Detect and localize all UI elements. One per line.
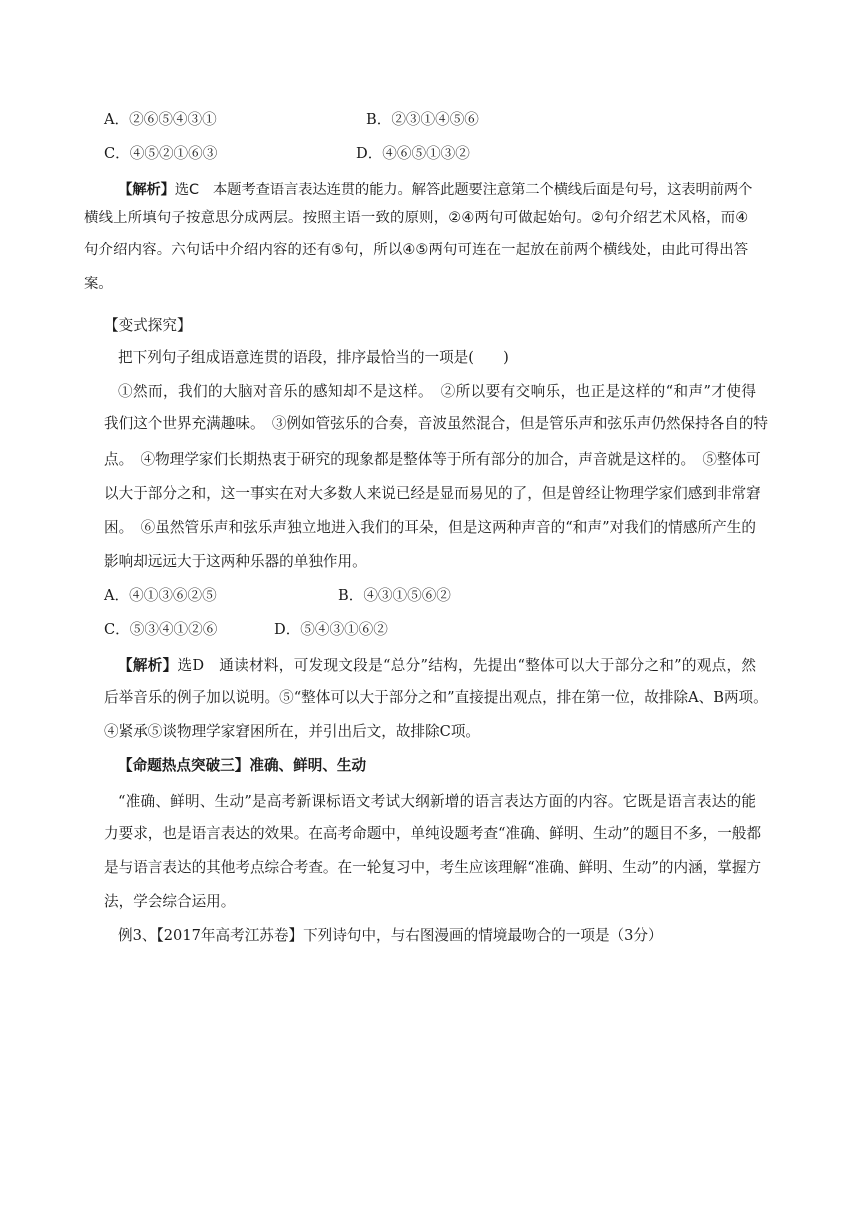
variant-passage-line-3: 点。 ④物理学家们长期热衷于研究的现象都是整体等于所有部分的加合，声音就是这样的。 ⑤整体可 [104, 451, 761, 468]
variant-heading: 【变式探究】 [104, 317, 192, 334]
section-heading: 【命题热点突破三】准确、鲜明、生动 [118, 757, 367, 774]
prev-option-c: C．④⑤②①⑥③ [104, 145, 218, 162]
prev-analysis-tag: 【解析】 [118, 182, 175, 198]
variant-question: 把下列句子组成语意连贯的语段，排序最恰当的一项是( ) [118, 349, 509, 366]
prev-analysis-line-3: 句介绍内容。六句话中介绍内容的还有⑤句，所以④⑤两句可连在一起放在前两个横线处，由此可得出答 [84, 242, 748, 258]
prev-analysis-line-4: 案。 [84, 276, 113, 292]
prev-option-b: B．②③①④⑤⑥ [366, 111, 479, 128]
variant-passage-line-4: 以大于部分之和，这一事实在对大多数人来说已经是显而易见的了，但是曾经让物理学家们感到非常窘 [104, 485, 761, 502]
prev-analysis-line-1: 【解析】选C 本题考查语言表达连贯的能力。解答此题要注意第二个横线后面是句号，这表明前两个 [118, 182, 753, 198]
prev-option-a: A．②⑥⑤④③① [104, 111, 217, 128]
example-question: 例3、【2017年高考江苏卷】下列诗句中，与右图漫画的情境最吻合的一项是（3分） [118, 927, 663, 944]
variant-option-b: B．④③①⑤⑥② [338, 587, 451, 604]
variant-option-a: A．④①③⑥②⑤ [104, 587, 217, 604]
variant-passage-line-6: 影响却远远大于这两种乐器的单独作用。 [104, 553, 367, 570]
variant-passage-line-1: ①然而，我们的大脑对音乐的感知却不是这样。 ②所以要有交响乐，也正是这样的“和声”才使得 [118, 383, 756, 400]
variant-analysis-line-3: ④紧承⑤谈物理学家窘困所在，并引出后文，故排除C项。 [104, 723, 481, 740]
variant-passage-line-5: 困。 ⑥虽然管乐声和弦乐声独立地进入我们的耳朵，但是这两种声音的“和声”对我们的情感所产生的 [104, 519, 756, 536]
section-paragraph-line-2: 力要求，也是语言表达的效果。在高考命题中，单纯设题考查“准确、鲜明、生动”的题目不多，一般都 [104, 825, 762, 842]
variant-option-c: C．⑤③④①②⑥ [104, 621, 218, 638]
section-paragraph-line-1: “准确、鲜明、生动”是高考新课标语文考试大纲新增的语言表达方面的内容。它既是语言表达的能 [118, 793, 756, 810]
variant-analysis-tag: 【解析】 [118, 657, 178, 674]
prev-option-d: D．④⑥⑤①③② [356, 145, 470, 162]
section-paragraph-line-4: 法，学会综合运用。 [104, 893, 236, 910]
prev-analysis-line-2: 横线上所填句子按意思分成两层。按照主语一致的原则，②④两句可做起始句。②句介绍艺术风格，而④ [84, 210, 748, 226]
variant-analysis-line-1: 【解析】选D 通读材料，可发现文段是“总分”结构，先提出“整体可以大于部分之和”的观点，然 [118, 657, 756, 674]
variant-passage-line-2: 我们这个世界充满趣味。 ③例如管弦乐的合奏，音波虽然混合，但是管乐声和弦乐声仍然保持各自的特 [104, 415, 769, 432]
variant-analysis-line-2: 后举音乐的例子加以说明。⑤“整体可以大于部分之和”直接提出观点，排在第一位，故排除A、B两项。 [104, 689, 768, 706]
variant-option-d: D．⑤④③①⑥② [274, 621, 388, 638]
section-paragraph-line-3: 是与语言表达的其他考点综合考查。在一轮复习中，考生应该理解“准确、鲜明、生动”的内涵，掌握方 [104, 859, 762, 876]
